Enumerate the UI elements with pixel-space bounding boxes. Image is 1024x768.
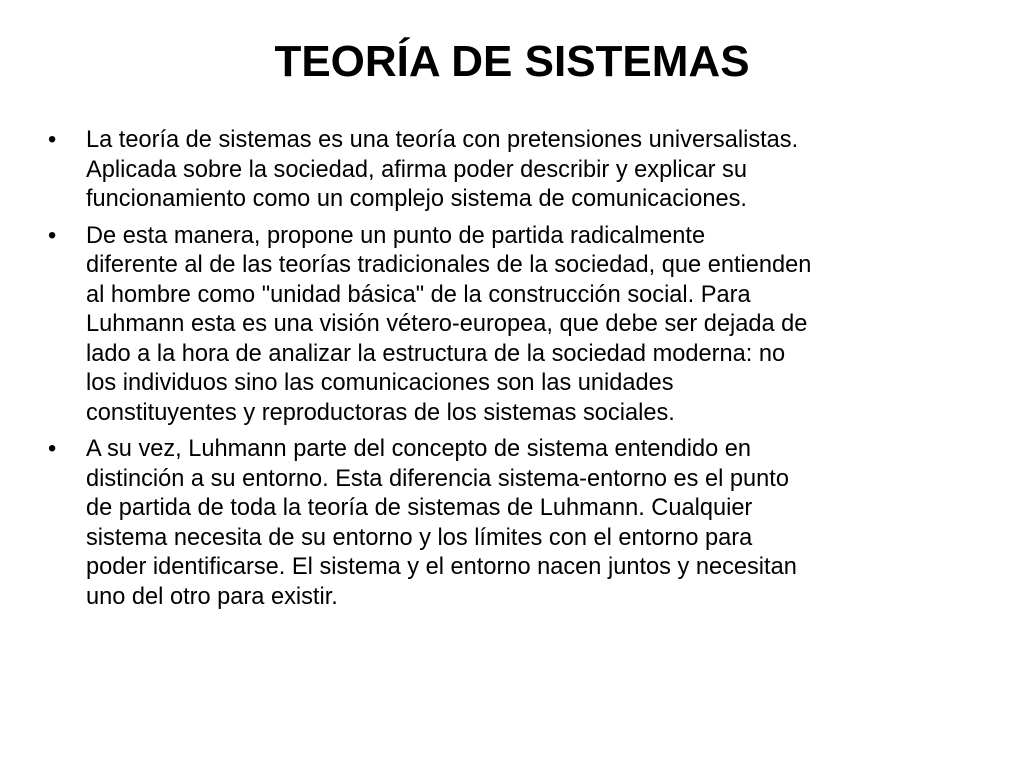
bullet-dot-icon: • <box>48 436 57 462</box>
bullet-text-line: constituyentes y reproductoras de los sistemas sociales. <box>86 399 675 426</box>
bullet-dot-icon: • <box>48 127 57 153</box>
bullet-dot-icon: • <box>48 222 57 249</box>
bullet-text-line: los individuos sino las comunicaciones son las unidades <box>86 370 674 396</box>
bullet-text-line: Luhmann esta es una visión vétero-europea, que debe ser dejada de <box>86 311 808 337</box>
bullet-text-line: lado a la hora de analizar la estructura de la sociedad moderna: no <box>86 340 786 367</box>
bullet-text-line: uno del otro para existir. <box>86 583 338 610</box>
bullet-list <box>48 126 978 619</box>
bullet-text-line: poder identificarse. El sistema y el entorno nacen juntos y necesitan <box>86 554 797 580</box>
bullet-text-line: La teoría de sistemas es una teoría con pretensiones universalistas. <box>86 127 799 153</box>
slide-title: TEORÍA DE SISTEMAS <box>274 37 750 86</box>
bullet-item <box>48 435 978 612</box>
bullet-text-line: diferente al de las teorías tradicionales de la sociedad, que entienden <box>86 252 812 278</box>
bullet-text-line: sistema necesita de su entorno y los límites con el entorno para <box>86 524 753 551</box>
bullet-text-line: Aplicada sobre la sociedad, afirma poder describir y explicar su <box>86 156 747 183</box>
bullet-item <box>48 222 978 429</box>
bullet-text-line: A su vez, Luhmann parte del concepto de sistema entendido en <box>86 436 752 462</box>
bullet-text-line: al hombre como "unidad básica" de la construcción social. Para <box>86 281 751 308</box>
bullet-text-line: distinción a su entorno. Esta diferencia sistema-entorno es el punto <box>86 465 789 492</box>
bullet-text-line: De esta manera, propone un punto de partida radicalmente <box>86 222 706 249</box>
bullet-text-line: de partida de toda la teoría de sistemas de Luhmann. Cualquier <box>86 495 753 521</box>
bullet-item <box>48 126 978 215</box>
bullet-text-line: funcionamiento como un complejo sistema de comunicaciones. <box>86 186 747 212</box>
